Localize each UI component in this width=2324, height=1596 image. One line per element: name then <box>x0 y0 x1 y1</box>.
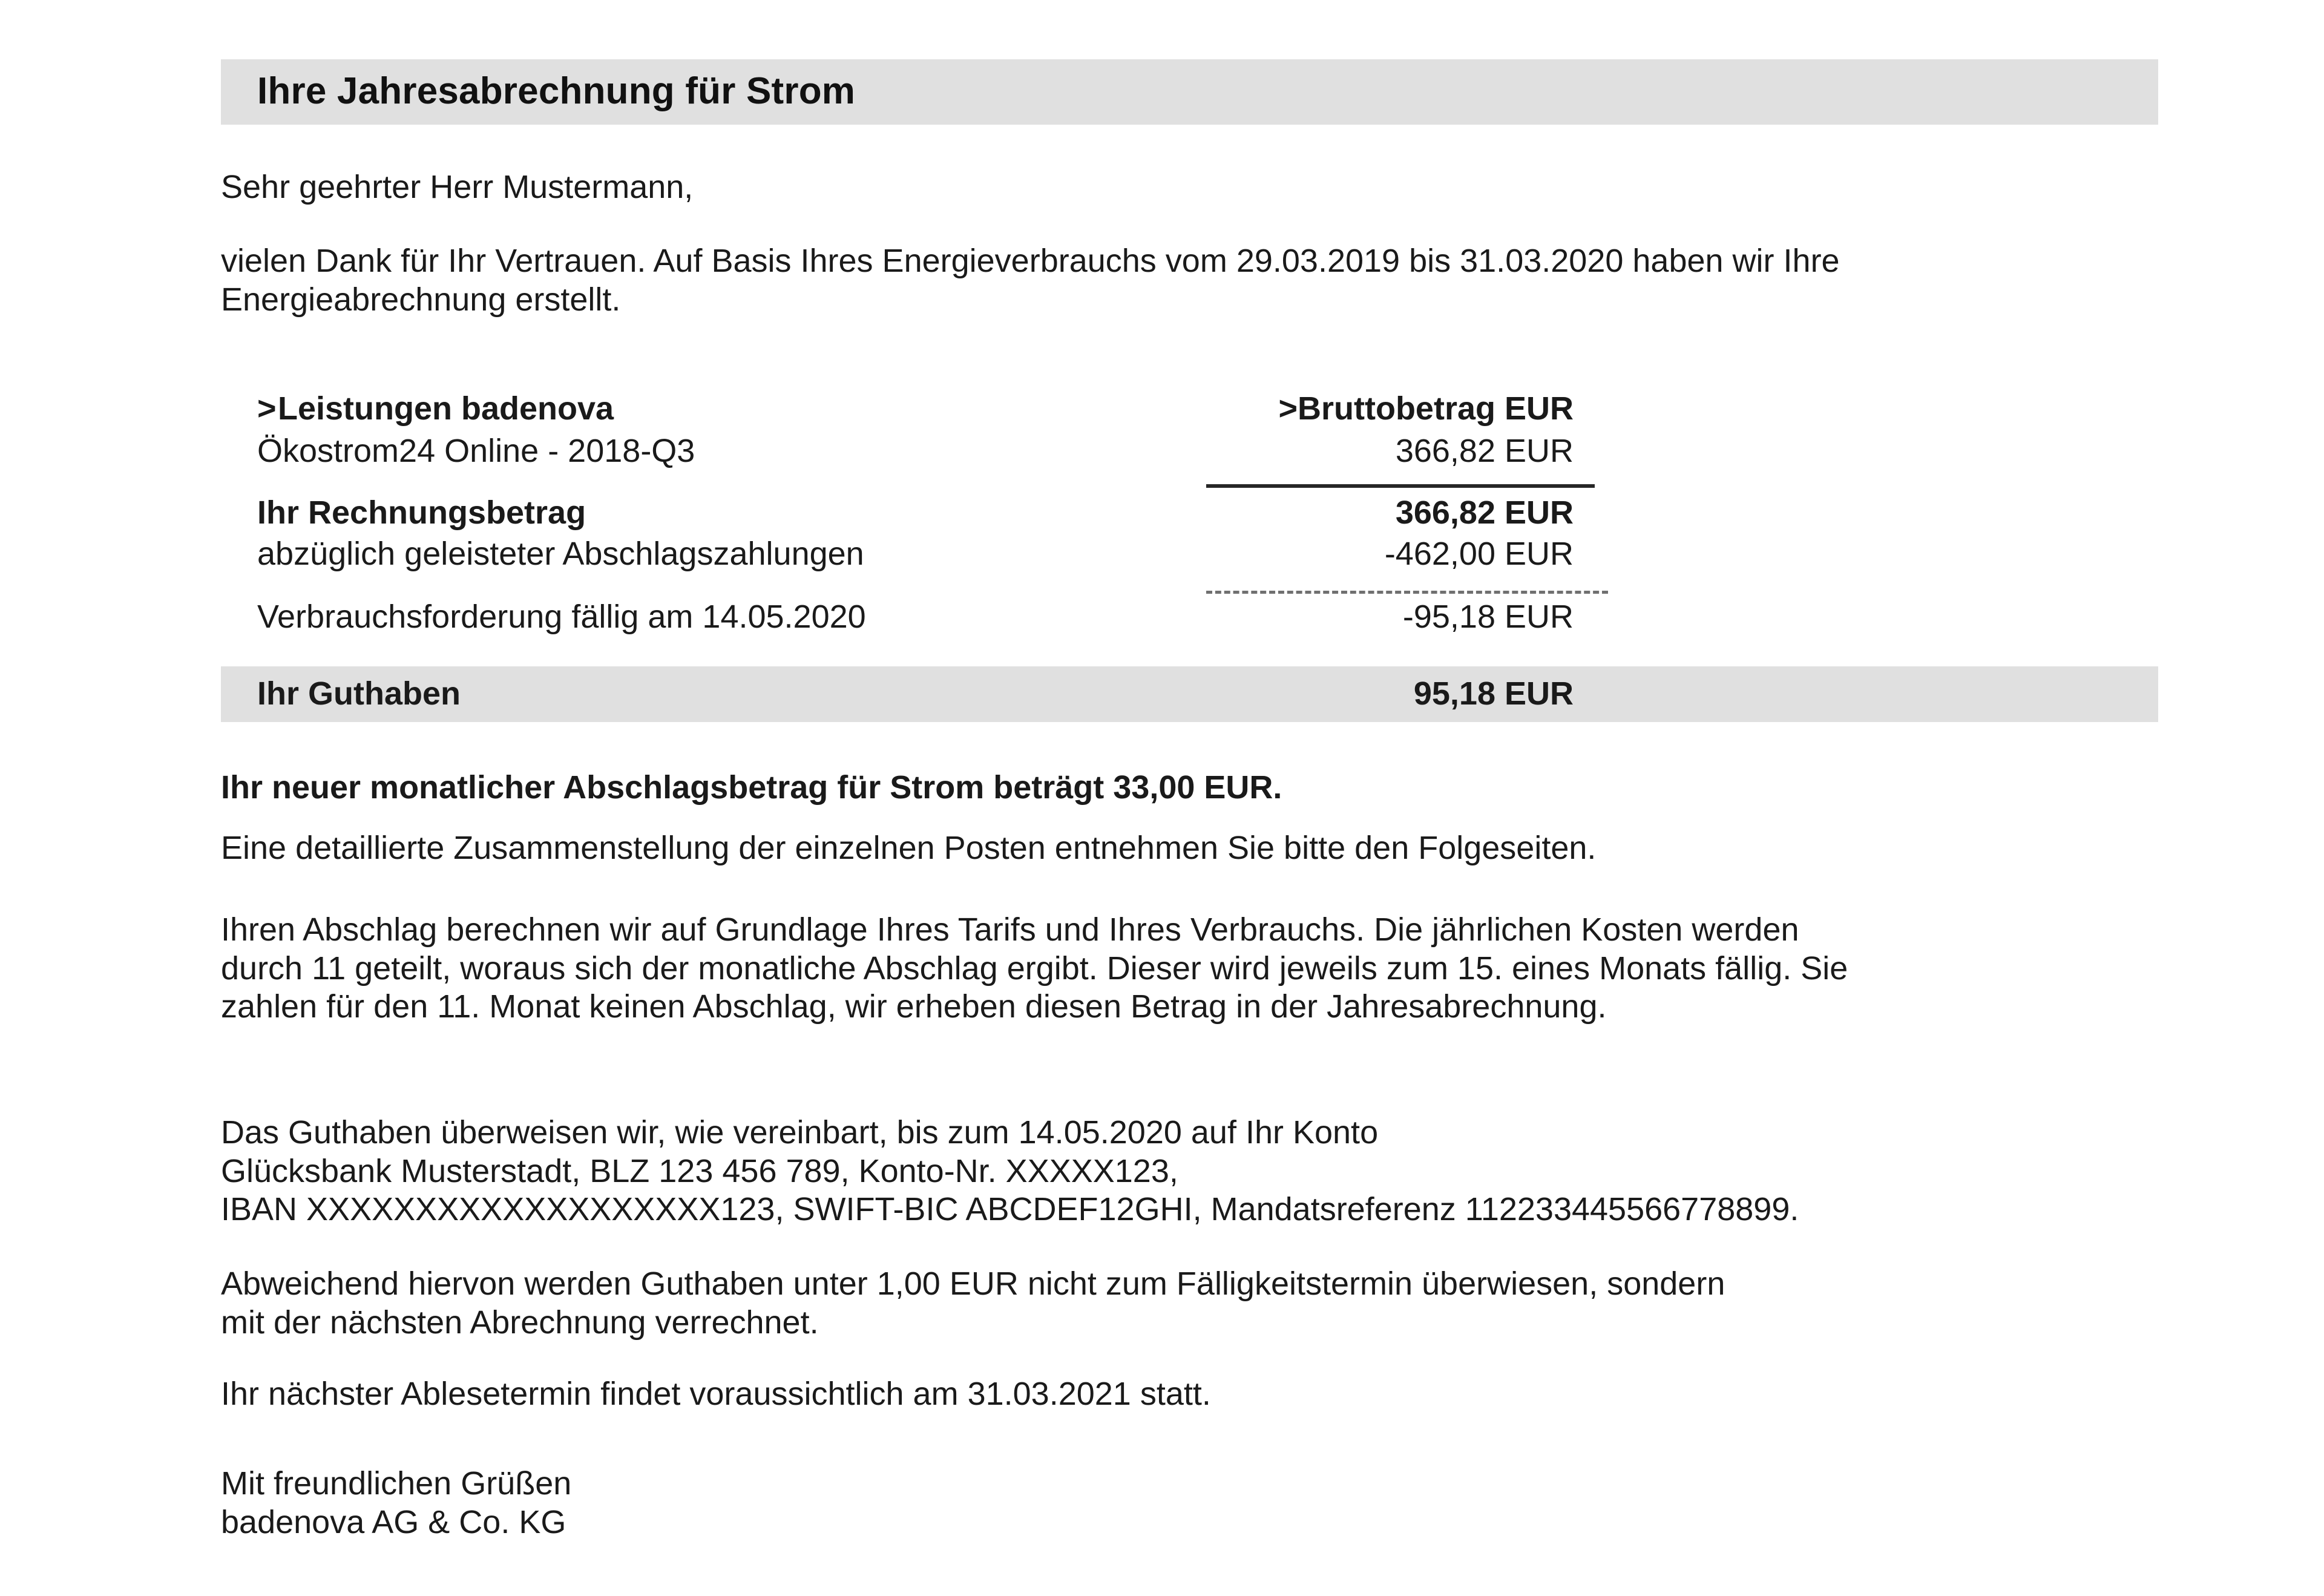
billing-table <box>221 386 2158 648</box>
table-row-label: Ökostrom24 Online - 2018-Q3 <box>257 433 695 469</box>
small-credit-notice-line-1: Abweichend hiervon werden Guthaben unter 1,00 EUR nicht zum Fälligkeitstermin überwiesen, sondern <box>221 1266 1725 1302</box>
abschlag-explanation-line-2: durch 11 geteilt, woraus sich der monatliche Abschlag ergibt. Dieser wird jeweils zum 15. eines Monats fällig. Sie <box>221 950 1848 987</box>
table-row <box>221 531 2158 576</box>
total-dashed-rule <box>1206 591 1608 594</box>
subtotal-rule <box>1206 484 1595 488</box>
table-row-amount: -95,18 EUR <box>1402 599 1574 635</box>
table-row-amount: 366,82 EUR <box>1395 433 1574 469</box>
table-row-amount: 366,82 EUR <box>1395 494 1574 531</box>
abschlag-explanation-line-1: Ihren Abschlag berechnen wir auf Grundlage Ihres Tarifs und Ihres Verbrauchs. Die jährlichen Kosten werden <box>221 911 1799 948</box>
salutation-line: Sehr geehrter Herr Mustermann, <box>221 169 694 205</box>
abschlag-notice-line: Ihr neuer monatlicher Abschlagsbetrag für Strom beträgt 33,00 EUR. <box>221 769 1282 806</box>
payout-details <box>221 1114 2182 1229</box>
billing-table-header-label <box>257 386 614 431</box>
abschlag-explanation <box>221 911 2182 1026</box>
table-row-label: Verbrauchsforderung fällig am 14.05.2020 <box>257 599 866 635</box>
intro-paragraph <box>221 242 2182 319</box>
intro-line-2: Energieabrechnung erstellt. <box>221 281 621 318</box>
billing-table-header-row <box>221 386 2158 431</box>
next-reading-line: Ihr nächster Ablesetermin findet voraussichtlich am 31.03.2021 statt. <box>221 1376 1211 1412</box>
table-row-label: abzüglich geleisteter Abschlagszahlungen <box>257 536 864 572</box>
closing-block <box>221 1465 2182 1542</box>
page-title: Ihre Jahresabrechnung für Strom <box>257 70 856 113</box>
small-credit-notice <box>221 1265 2182 1342</box>
payout-line-2: Glücksbank Musterstadt, BLZ 123 456 789, Konto-Nr. XXXXX123, <box>221 1152 1178 1189</box>
table-row <box>221 429 2158 473</box>
table-row-label: Ihr Rechnungsbetrag <box>257 494 586 531</box>
next-reading-notice <box>221 1375 2182 1414</box>
detail-notice <box>221 829 2182 868</box>
detail-notice-line: Eine detaillierte Zusammenstellung der einzelnen Posten entnehmen Sie bitte den Folgeseiten. <box>221 830 1597 866</box>
closing-greeting: Mit freundlichen Grüßen <box>221 1465 572 1502</box>
table-row-amount: -462,00 EUR <box>1384 536 1574 572</box>
payout-line-1: Das Guthaben überweisen wir, wie vereinbart, bis zum 14.05.2020 auf Ihr Konto <box>221 1114 1379 1151</box>
billing-table-header-label-text: Leistungen badenova <box>278 390 614 427</box>
abschlag-notice <box>221 769 2182 807</box>
credit-total-label: Ihr Guthaben <box>257 675 461 712</box>
chevron-right-icon-amount: > <box>1278 390 1298 427</box>
table-row <box>221 594 2158 639</box>
credit-total-banner <box>221 666 2158 722</box>
closing-company: badenova AG & Co. KG <box>221 1503 566 1540</box>
page-title-banner <box>221 59 2158 125</box>
table-row <box>221 490 2158 535</box>
intro-line-1: vielen Dank für Ihr Vertrauen. Auf Basis Ihres Energieverbrauchs vom 29.03.2019 bis 31.03.2020 haben wir Ihre <box>221 243 1840 279</box>
small-credit-notice-line-2: mit der nächsten Abrechnung verrechnet. <box>221 1304 819 1341</box>
billing-table-header-amount-text: Bruttobetrag EUR <box>1298 390 1574 427</box>
abschlag-explanation-line-3: zahlen für den 11. Monat keinen Abschlag, wir erheben diesen Betrag in der Jahresabrechnung. <box>221 988 1607 1025</box>
credit-total-amount: 95,18 EUR <box>1413 675 1574 712</box>
billing-table-header-amount <box>1277 386 1574 431</box>
salutation <box>221 168 2182 207</box>
chevron-right-icon: > <box>257 390 277 427</box>
payout-line-3: IBAN XXXXXXXXXXXXXXXXXXX123, SWIFT-BIC ABCDEF12GHI, Mandatsreferenz 112233445566778899. <box>221 1191 1799 1228</box>
